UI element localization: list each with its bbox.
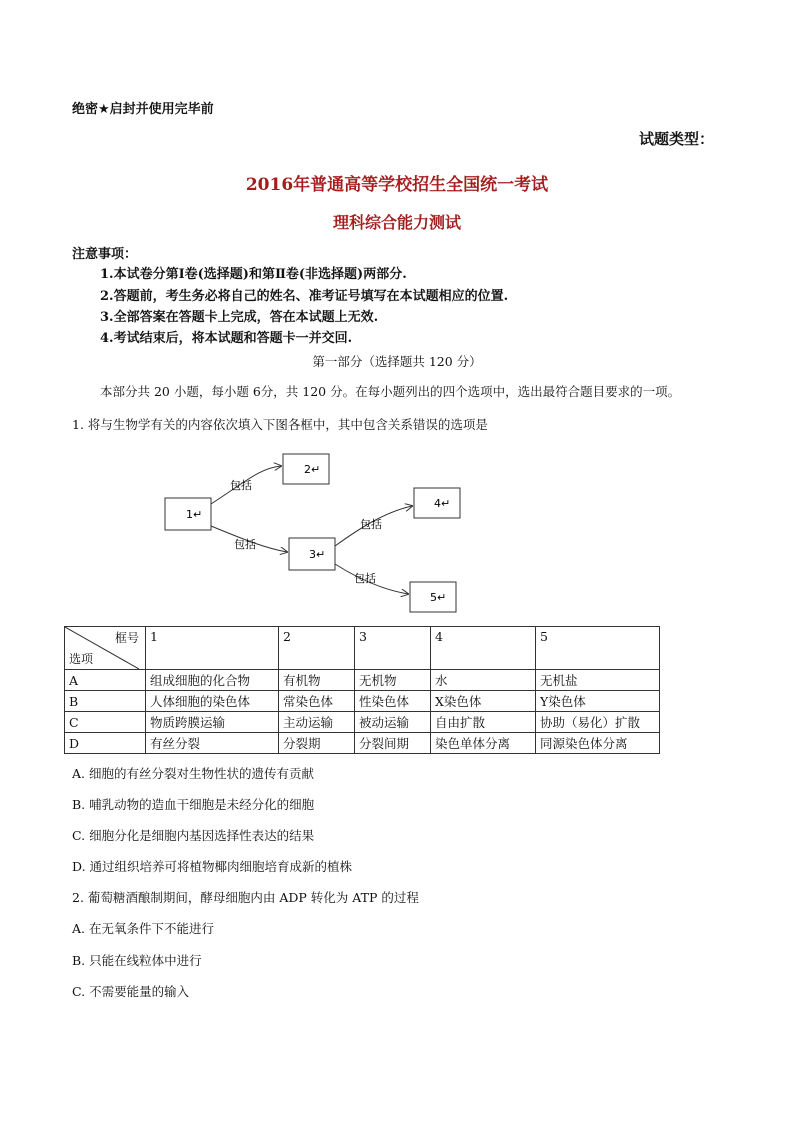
table-header-row	[65, 627, 660, 670]
table-header-cell: 2	[279, 627, 355, 670]
table-cell: 同源染色体分离	[536, 733, 660, 754]
table-header-cell: 1	[146, 627, 279, 670]
table-cell: A	[65, 670, 146, 691]
question-1-table	[64, 626, 660, 754]
table-cell: B	[65, 691, 146, 712]
table-cell: 分裂间期	[355, 733, 431, 754]
question-1-option-d: D. 通过组织培养可将植物椰肉细胞培育成新的植株	[72, 859, 353, 874]
question-1-stem: 1. 将与生物学有关的内容依次填入下图各框中，其中包含关系错误的选项是	[72, 417, 488, 432]
table-row	[65, 670, 660, 691]
diagram-edge-label: 包括	[360, 518, 382, 531]
table-cell: 水	[431, 670, 536, 691]
question-2-option-b: B. 只能在线粒体中进行	[72, 953, 202, 968]
question-2-option-c: C. 不需要能量的输入	[72, 984, 190, 999]
notice-item: 2.答题前，考生务必将自己的姓名、准考证号填写在本试题相应的位置.	[100, 289, 509, 304]
table-cell: 主动运输	[279, 712, 355, 733]
table-cell: C	[65, 712, 146, 733]
exam-title: 2016年普通高等学校招生全国统一考试	[245, 175, 549, 195]
notice-item: 4.考试结束后，将本试题和答题卡一并交回.	[100, 331, 353, 346]
table-cell: 无机盐	[536, 670, 660, 691]
table-cell: 性染色体	[355, 691, 431, 712]
table-cell: 分裂期	[279, 733, 355, 754]
notice-item: 1.本试卷分第Ⅰ卷(选择题)和第Ⅱ卷(非选择题)两部分.	[100, 267, 407, 282]
corner-bottom-label: 选项	[69, 652, 94, 666]
diagram-box-1-label: 1↵	[186, 508, 203, 521]
question-1-option-b: B. 哺乳动物的造血干细胞是未经分化的细胞	[72, 797, 315, 812]
table-row	[65, 712, 660, 733]
table-header-cell: 4	[431, 627, 536, 670]
table-corner-cell	[65, 627, 146, 670]
table-cell: 常染色体	[279, 691, 355, 712]
diagram-edge-label: 包括	[234, 538, 256, 551]
table-cell: 无机物	[355, 670, 431, 691]
diagram-box-3-label: 3↵	[309, 548, 326, 561]
question-1-option-c: C. 细胞分化是细胞内基因选择性表达的结果	[72, 828, 315, 843]
part-title: 第一部分（选择题共 120 分）	[312, 354, 482, 369]
exam-subtitle: 理科综合能力测试	[332, 213, 461, 232]
diagram-box-5-label: 5↵	[430, 591, 447, 604]
table-cell: 被动运输	[355, 712, 431, 733]
diagram-edge-label: 包括	[354, 572, 376, 585]
question-2-option-a: A. 在无氧条件下不能进行	[72, 921, 214, 936]
table-header-cell: 5	[536, 627, 660, 670]
confidential-label: 绝密★启封并使用完毕前	[72, 102, 214, 117]
table-header-cell: 3	[355, 627, 431, 670]
notice-item: 3.全部答案在答题卡上完成，答在本试题上无效.	[100, 310, 379, 325]
table-cell: 染色单体分离	[431, 733, 536, 754]
diagram-edge-label: 包括	[230, 479, 252, 492]
table-cell: X染色体	[431, 691, 536, 712]
part-intro: 本部分共 20 小题，每小题 6分，共 120 分。在每小题列出的四个选项中，选出最符合题目要求的一项。	[100, 384, 681, 399]
table-cell: 有机物	[279, 670, 355, 691]
corner-top-label: 框号	[114, 631, 139, 645]
table-row	[65, 733, 660, 754]
table-cell: 协助（易化）扩散	[536, 712, 660, 733]
table-cell: Y染色体	[536, 691, 660, 712]
question-1-option-a: A. 细胞的有丝分裂对生物性状的遗传有贡献	[72, 766, 314, 781]
diagram-box-2-label: 2↵	[304, 463, 321, 476]
table-cell: D	[65, 733, 146, 754]
table-cell: 自由扩散	[431, 712, 536, 733]
table-row	[65, 691, 660, 712]
question-2-stem: 2. 葡萄糖酒酿制期间，酵母细胞内由 ADP 转化为 ATP 的过程	[72, 890, 419, 905]
question-type-label: 试题类型：	[638, 130, 714, 148]
inclusion-diagram	[150, 448, 480, 618]
table-cell: 物质跨膜运输	[146, 712, 279, 733]
table-cell: 人体细胞的染色体	[146, 691, 279, 712]
table-cell: 有丝分裂	[146, 733, 279, 754]
notice-heading: 注意事项：	[72, 247, 138, 262]
diagram-box-4-label: 4↵	[434, 497, 451, 510]
table-cell: 组成细胞的化合物	[146, 670, 279, 691]
